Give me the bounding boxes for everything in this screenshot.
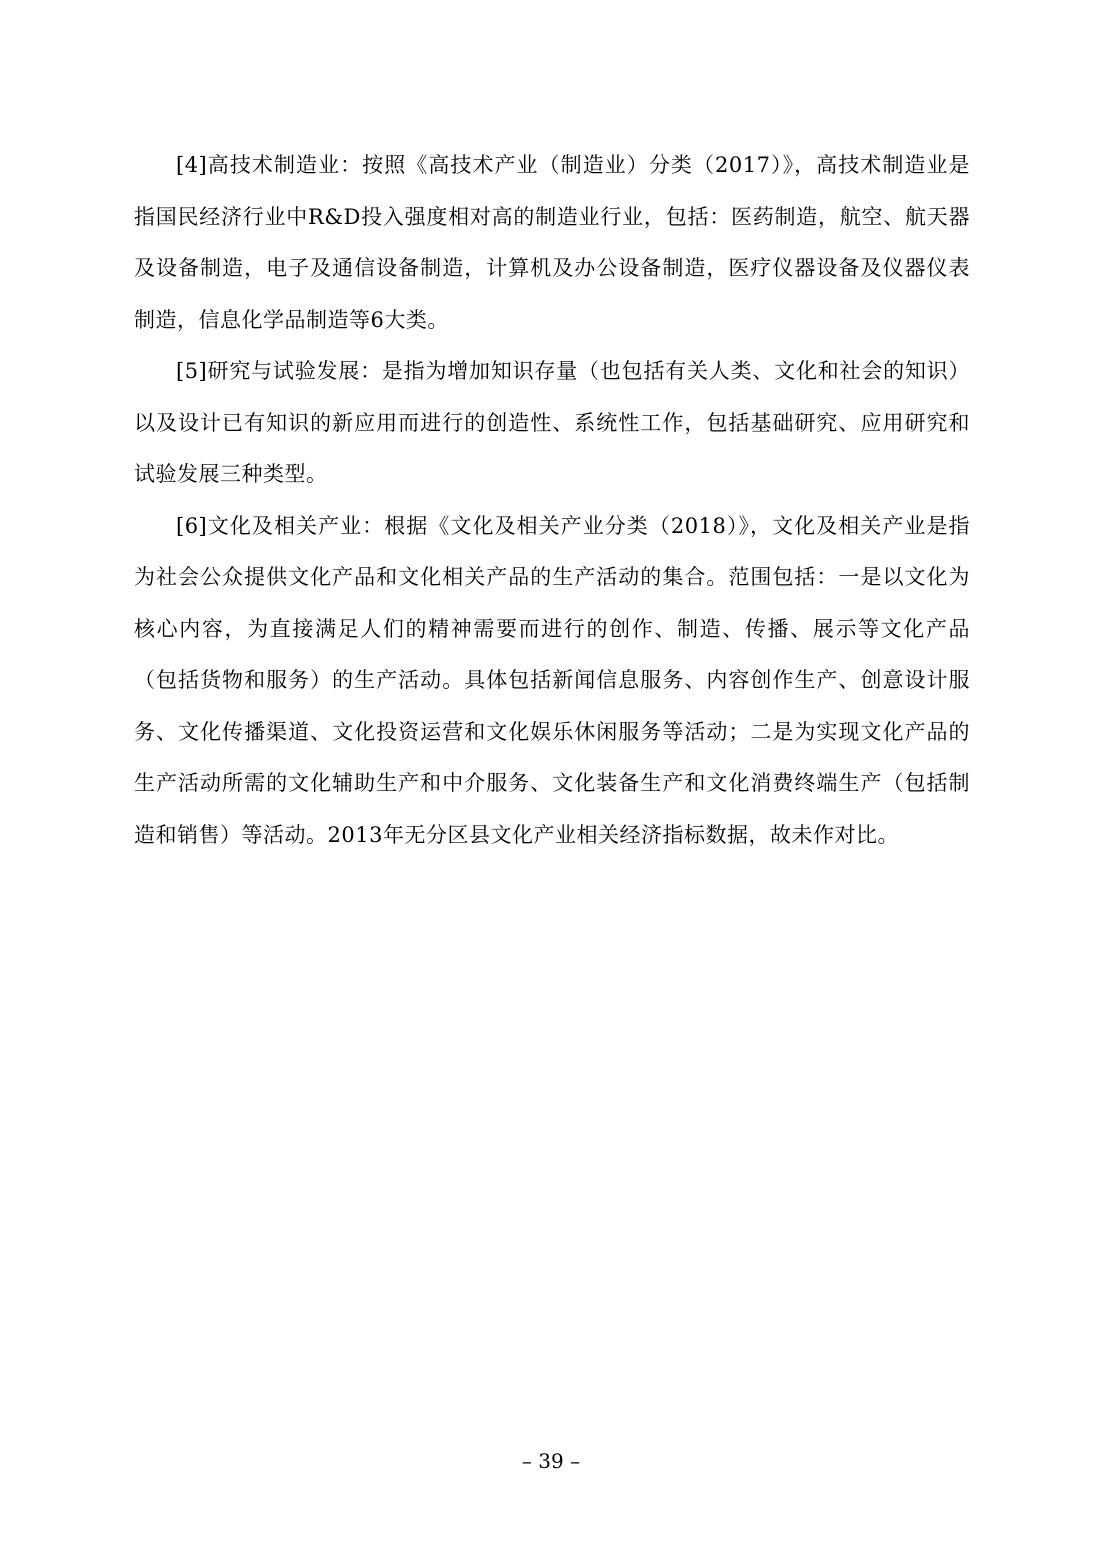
notes-section [134,140,970,861]
page-number: – 39 – [521,1449,581,1473]
note-6-cultural-industries: [6]文化及相关产业：根据《文化及相关产业分类（2018）》，文化及相关产业是指为社会公众提供文化产品和文化相关产品的生产活动的集合。范围包括：一是以文化为核心内容，为直接满足人们的精神需要而进行的创作、制造、传播、展示等文化产品（包括货物和服务）的生产活动。具体包括新闻信息服务、内容创作生产、创意设计服务、文化传播渠道、文化投资运营和文化娱乐休闲服务等活动；二是为实现文化产品的生产活动所需的文化辅助生产和中介服务、文化装备生产和文化消费终端生产（包括制造和销售）等活动。2013年无分区县文化产业相关经济指标数据，故未作对比。 [134,513,970,847]
note-4-high-tech-manufacturing: [4]高技术制造业：按照《高技术产业（制造业）分类（2017）》，高技术制造业是指国民经济行业中R&D投入强度相对高的制造业行业，包括：医药制造，航空、航天器及设备制造，电子及通信设备制造，计算机及办公设备制造，医疗仪器设备及仪器仪表制造，信息化学品制造等6大类。 [134,153,970,332]
note-5-research-development: [5]研究与试验发展：是指为增加知识存量（也包括有关人类、文化和社会的知识）以及设计已有知识的新应用而进行的创造性、系统性工作，包括基础研究、应用研究和试验发展三种类型。 [134,359,970,486]
